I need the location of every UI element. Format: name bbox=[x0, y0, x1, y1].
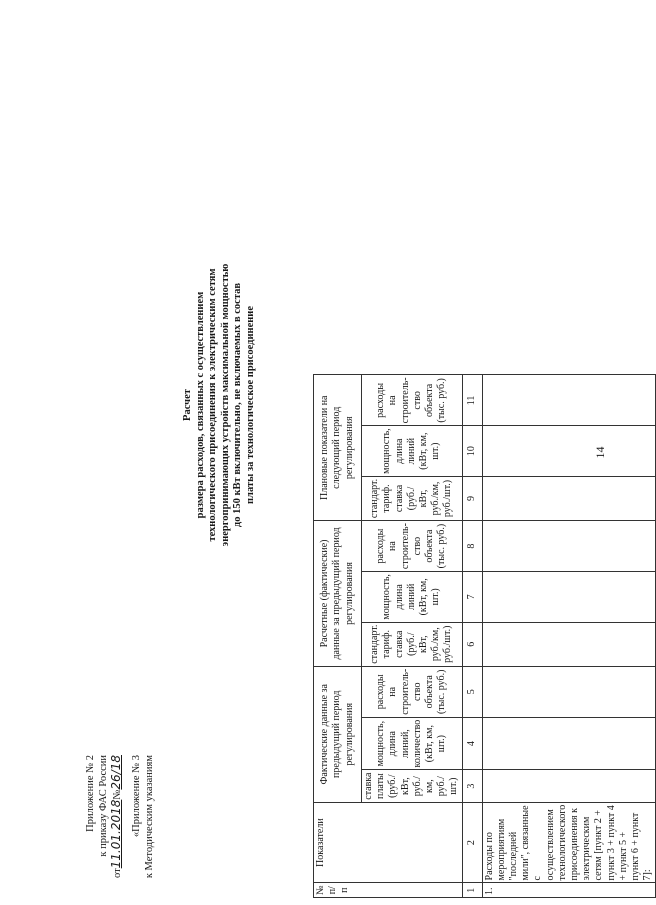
header-expenses: расходы на строитель-ство объекта (тыс. руб.) bbox=[362, 521, 463, 572]
header-rate: стандарт. тариф. ставка (руб./кВт, руб./км, руб./шт.) bbox=[362, 622, 463, 666]
column-number: 6 bbox=[462, 622, 482, 666]
header-group-planned: Плановые показатели на следующий период регулирования bbox=[314, 375, 362, 521]
column-number: 1 bbox=[462, 883, 482, 898]
page-number: 14 bbox=[593, 446, 607, 459]
table-cell bbox=[482, 375, 656, 426]
column-number: 2 bbox=[462, 802, 482, 883]
column-number: 10 bbox=[462, 426, 482, 477]
table-row bbox=[482, 375, 656, 898]
appendix-note bbox=[84, 755, 156, 878]
title-line: платы за технологическое присоединение bbox=[244, 306, 256, 504]
table-cell bbox=[482, 521, 656, 572]
table-cell bbox=[482, 770, 656, 802]
appendix-order-ref: к приказу ФАС России bbox=[98, 755, 109, 857]
column-number: 3 bbox=[462, 770, 482, 802]
title-line: размера расходов, связанных с осуществлением bbox=[194, 291, 206, 519]
title-line: энергопринимающих устройств максимальной мощностью bbox=[219, 263, 231, 547]
table-cell bbox=[482, 717, 656, 770]
header-rate: ставка платы (руб./кВт, руб./км, руб./шт.) bbox=[362, 770, 463, 802]
table-header-row bbox=[314, 375, 362, 898]
column-number-row bbox=[462, 375, 482, 898]
header-capacity: мощность, длина линий (кВт, км, шт.) bbox=[362, 426, 463, 477]
appendix-sub-title: «Приложение № 3 bbox=[131, 755, 142, 838]
appendix-sub-ref: к Методическим указаниям bbox=[144, 755, 155, 879]
header-group-actual: Фактические данные за предыдущий период регулирования bbox=[314, 666, 362, 802]
header-capacity: мощность, длина линий (кВт, км, шт.) bbox=[362, 572, 463, 623]
title-line: до 150 кВт включительно, не включаемых в состав bbox=[232, 282, 243, 528]
column-number: 4 bbox=[462, 717, 482, 770]
column-number: 7 bbox=[462, 572, 482, 623]
column-number: 8 bbox=[462, 521, 482, 572]
column-number: 11 bbox=[462, 375, 482, 426]
header-expenses: расходы на строитель-ство объекта (тыс. руб.) bbox=[362, 375, 463, 426]
header-indicators: Показатели bbox=[314, 802, 463, 883]
table-cell bbox=[482, 476, 656, 520]
handwritten-number: 26/18 bbox=[109, 755, 123, 790]
appendix-title: Приложение № 2 bbox=[85, 755, 96, 832]
table-cell bbox=[482, 426, 656, 477]
table-cell bbox=[482, 666, 656, 717]
header-expenses: расходы на строитель-ство объекта (тыс. руб.) bbox=[362, 666, 463, 717]
handwritten-date: 11.01.2018 bbox=[109, 799, 123, 869]
header-number: № п/п bbox=[314, 883, 463, 898]
row-number: 1. bbox=[482, 883, 656, 898]
header-capacity: мощность, длина линий, количество (кВт, км, шт.) bbox=[362, 717, 463, 770]
title-heading: Расчет bbox=[182, 389, 193, 421]
row-indicator: Расходы по мероприятиям "последней мили", связанные с осуществлением технологического присоединения к электрическим сетям [пункт 2 + пункт 3 + пункт 4 + пункт 5 + пункт 6 + пункт 7]: bbox=[482, 802, 656, 883]
column-number: 5 bbox=[462, 666, 482, 717]
header-rate: стандарт. тариф. ставка (руб./кВт, руб./км, руб./шт.) bbox=[362, 476, 463, 520]
calculation-table bbox=[313, 374, 656, 898]
document-title bbox=[182, 155, 257, 655]
table-cell bbox=[482, 622, 656, 666]
appendix-date-line: от11.01.2018№26/18 bbox=[109, 755, 123, 879]
title-line: технологического присоединения к электрическим сетям bbox=[207, 268, 218, 542]
header-group-calculated: Расчетные (фактические) данные за предыдущий период регулирования bbox=[314, 521, 362, 667]
column-number: 9 bbox=[462, 476, 482, 520]
table-cell bbox=[482, 572, 656, 623]
